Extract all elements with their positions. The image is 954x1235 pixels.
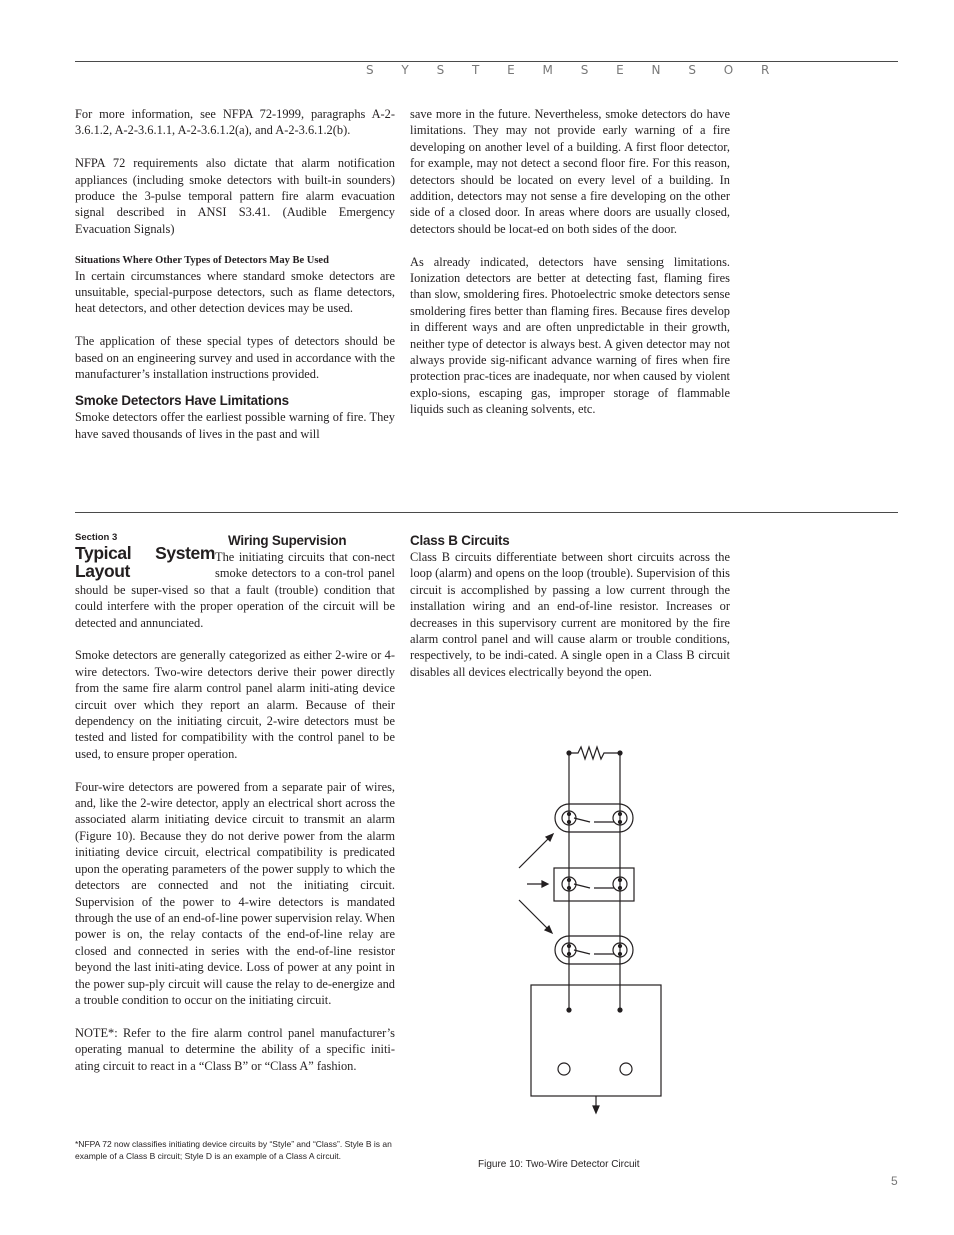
heading-limitations: Smoke Detectors Have Limitations (75, 393, 289, 409)
detector-3 (555, 936, 633, 964)
paragraph: NOTE*: Refer to the fire alarm control panel manufacturer’s operating manual to determine the ability of a specific initi-ating circuit to react in a “Class B” or “Class A” fashion. (75, 1025, 395, 1073)
paragraph: The application of these special types of detectors should be based on an engineering survey and used in accordance with the manufacturer’s installation instructions provided. (75, 334, 395, 382)
detector-2 (554, 868, 634, 901)
paragraph: NFPA 72 requirements also dictate that alarm notification appliances (including smoke detectors with built-in sounders) produce the 3-pulse temporal pattern fire alarm evacuation signal described in ANSI S3.41. (Audible Emergency Evacuation Signals) (75, 156, 395, 236)
paragraph: For more information, see NFPA 72-1999, paragraphs A-2-3.6.1.2, A-2-3.6.1.1, A-2-3.6.1.2(a), and A-2-3.6.1.2(b). (75, 107, 395, 138)
paragraph: As already indicated, detectors have sensing limitations. Ionization detectors are better at detecting fast, flaming fires than slow, smoldering fires. Photoelectric smoke detectors sense smoldering fires better than flaming fires. Because fires develop in different ways and are often unpredictable in their growth, neither type of detector is always best. A given detector may not always provide sig-nificant advance warning of fires when fire protection prac-tices are inadequate, nor when caused by violent explo-sions, escaping gas, improper storage of flammable liquids such as cleaning solvents, etc. (410, 254, 730, 417)
heading-class-b: Class B Circuits (410, 533, 510, 548)
control-panel (531, 985, 661, 1096)
two-wire-detector-circuit-diagram (510, 740, 670, 1120)
top-right-column (410, 106, 730, 418)
paragraph: Smoke detectors are generally categorized as either 2-wire or 4-wire detectors. Two-wire detectors derive their power directly from the same fire alarm control panel alarm initi-ating device circuit over which they report an alarm. Because of their dependency on the initiating circuit, 2-wire detectors must be tested and listed for compatibility with the control panel to be used, to ensure proper operation. (75, 648, 395, 761)
paragraph: save more in the future. Nevertheless, smoke detectors do have limitations. They may not provide early warning of a fire developing on another level of a building. A first floor detector, for example, may not detect a second floor fire. For this reason, detectors should be located on every level of a building. In addition, detectors may not sense a fire developing on the other side of a closed door. In areas where doors are usually closed, detectors should be locat-ed on both sides of the door. (410, 107, 730, 236)
end-of-line-resistor (569, 747, 620, 759)
header-rule (75, 61, 898, 62)
bottom-left-column (75, 532, 395, 1074)
panel-terminal (558, 1063, 570, 1075)
section-label (75, 532, 215, 580)
panel-terminal (620, 1063, 632, 1075)
section-number: Section 3 (75, 532, 118, 543)
section-title: Typical System Layout (75, 543, 215, 581)
section-rule (75, 512, 898, 513)
top-left-column (75, 106, 395, 442)
arrow-3 (519, 900, 551, 932)
brand-header: S Y S T E M S E N S O R (366, 63, 782, 77)
paragraph: In certain circumstances where standard smoke detectors are unsuitable, special-purpose detectors, such as flame detectors, heat detectors, and other detection devices may be used. (75, 268, 395, 316)
paragraph: Smoke detectors offer the earliest possible warning of fire. They have saved thousands of lives in the past and will (75, 410, 395, 441)
bottom-right-column (410, 532, 730, 680)
wiring-p1: The initiating circuits that con-nect smoke detectors to a con-trol panel should be super-vised so that a fault (trouble) condition that could interfere with the proper operation of the circuit will be detected and annunciated. (75, 550, 395, 630)
subheading-situations: Situations Where Other Types of Detectors May Be Used (75, 254, 329, 266)
paragraph: Four-wire detectors are powered from a separate pair of wires, and, like the 2-wire detector, apply an electrical short across the associated alarm initiating device circuit to transmit an alarm (Figure 10). Because they do not derive power from the alarm initiating device circuit, electrical compatibility is predicated upon the operating parameters of the power supply to which the detectors are connected and not the initiating circuit. Supervision of the power to 4-wire detectors is mandated through the use of an end-of-line power supervision relay. When power is on, the relay contacts of the end-of-line relay are closed and connected in series with the end-of-line resistor beyond the last initi-ating device. Loss of power at any point in the power sup-ply circuit will cause the relay to de-energize and a trouble condition to occur on the initiating circuit. (75, 779, 395, 1007)
wiring-intro (228, 532, 395, 549)
heading-wiring-supervision: Wiring Supervision (228, 533, 347, 548)
figure-caption: Figure 10: Two-Wire Detector Circuit (478, 1159, 640, 1170)
footnote: *NFPA 72 now classifies initiating device circuits by “Style” and “Class”. Style B is an example of a Class B circuit; Style D is an example of a Class A circuit. (75, 1139, 392, 1161)
detector-1 (555, 804, 633, 832)
page-number: 5 (891, 1174, 898, 1188)
paragraph: Class B circuits differentiate between short circuits across the loop (alarm) and opens on the loop (trouble). Supervision of this circuit is accomplished by passing a low current through the installation wiring and an end-of-line resistor. Increases or decreases in this supervisory current are monitored by the fire alarm control panel and will cause alarm or trouble conditions, respectively, to be indi-cated. A single open in a Class B circuit disables all devices electrically beyond the open. (410, 550, 730, 679)
